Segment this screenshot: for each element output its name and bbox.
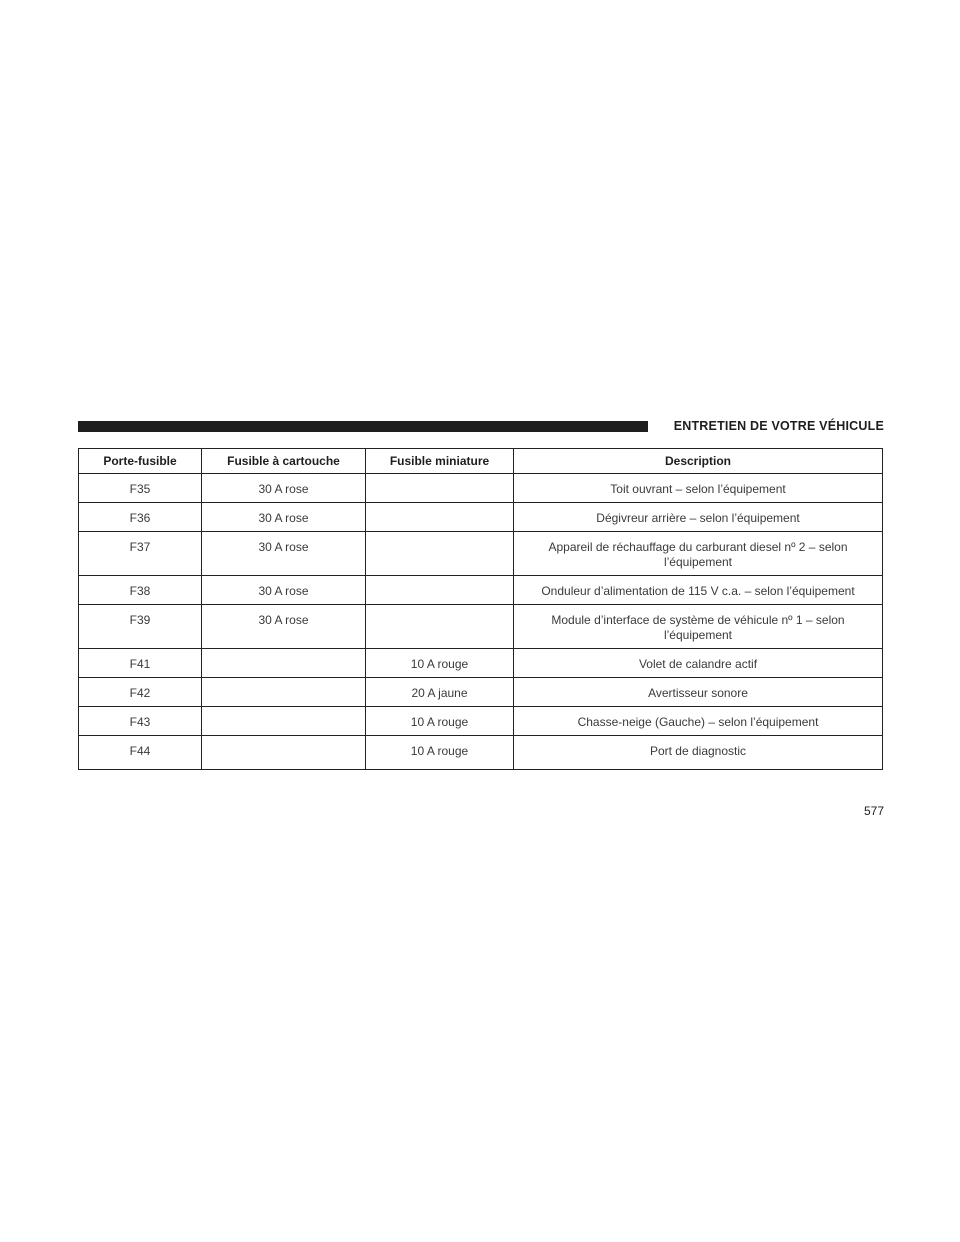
- column-header-description: Description: [514, 449, 883, 474]
- fuse-table: [78, 448, 883, 770]
- table-row: [79, 474, 883, 503]
- cell-mini: 20 A jaune: [366, 678, 514, 707]
- table-row: [79, 707, 883, 736]
- cell-mini: 10 A rouge: [366, 649, 514, 678]
- cell-mini: 10 A rouge: [366, 736, 514, 770]
- section-title: ENTRETIEN DE VOTRE VÉHICULE: [673, 419, 884, 433]
- cell-cartridge: 30 A rose: [202, 532, 366, 576]
- cell-mini: [366, 503, 514, 532]
- cell-cavity: F35: [79, 474, 202, 503]
- cell-description: Port de diagnostic: [514, 736, 883, 770]
- cell-description: Volet de calandre actif: [514, 649, 883, 678]
- cell-mini: [366, 605, 514, 649]
- table-row: [79, 532, 883, 576]
- table-row: [79, 576, 883, 605]
- cell-cartridge: 30 A rose: [202, 474, 366, 503]
- cell-description: Toit ouvrant – selon l’équipement: [514, 474, 883, 503]
- cell-cavity: F41: [79, 649, 202, 678]
- cell-mini: [366, 474, 514, 503]
- cell-mini: 10 A rouge: [366, 707, 514, 736]
- cell-cavity: F39: [79, 605, 202, 649]
- cell-description: Dégivreur arrière – selon l’équipement: [514, 503, 883, 532]
- cell-cavity: F42: [79, 678, 202, 707]
- cell-description: Appareil de réchauffage du carburant diesel nº 2 – selon l’équipement: [514, 532, 883, 576]
- cell-description: Onduleur d’alimentation de 115 V c.a. – selon l’équipement: [514, 576, 883, 605]
- column-header-cavity: Porte-fusible: [79, 449, 202, 474]
- cell-cavity: F44: [79, 736, 202, 770]
- cell-cartridge: [202, 678, 366, 707]
- cell-description: Chasse-neige (Gauche) – selon l’équipement: [514, 707, 883, 736]
- cell-cartridge: 30 A rose: [202, 605, 366, 649]
- cell-mini: [366, 576, 514, 605]
- cell-cartridge: [202, 649, 366, 678]
- table-row: [79, 649, 883, 678]
- column-header-cartridge: Fusible à cartouche: [202, 449, 366, 474]
- cell-description: Avertisseur sonore: [514, 678, 883, 707]
- cell-cavity: F43: [79, 707, 202, 736]
- page-number: 577: [863, 804, 884, 818]
- cell-mini: [366, 532, 514, 576]
- table-row: [79, 736, 883, 770]
- header-bar: [78, 421, 648, 432]
- table-header-row: [79, 449, 883, 474]
- cell-description: Module d’interface de système de véhicule nº 1 – selon l’équipement: [514, 605, 883, 649]
- cell-cartridge: [202, 707, 366, 736]
- column-header-mini: Fusible miniature: [366, 449, 514, 474]
- table-row: [79, 605, 883, 649]
- cell-cavity: F38: [79, 576, 202, 605]
- cell-cartridge: [202, 736, 366, 770]
- cell-cartridge: 30 A rose: [202, 576, 366, 605]
- cell-cartridge: 30 A rose: [202, 503, 366, 532]
- table-row: [79, 503, 883, 532]
- table-row: [79, 678, 883, 707]
- cell-cavity: F36: [79, 503, 202, 532]
- cell-cavity: F37: [79, 532, 202, 576]
